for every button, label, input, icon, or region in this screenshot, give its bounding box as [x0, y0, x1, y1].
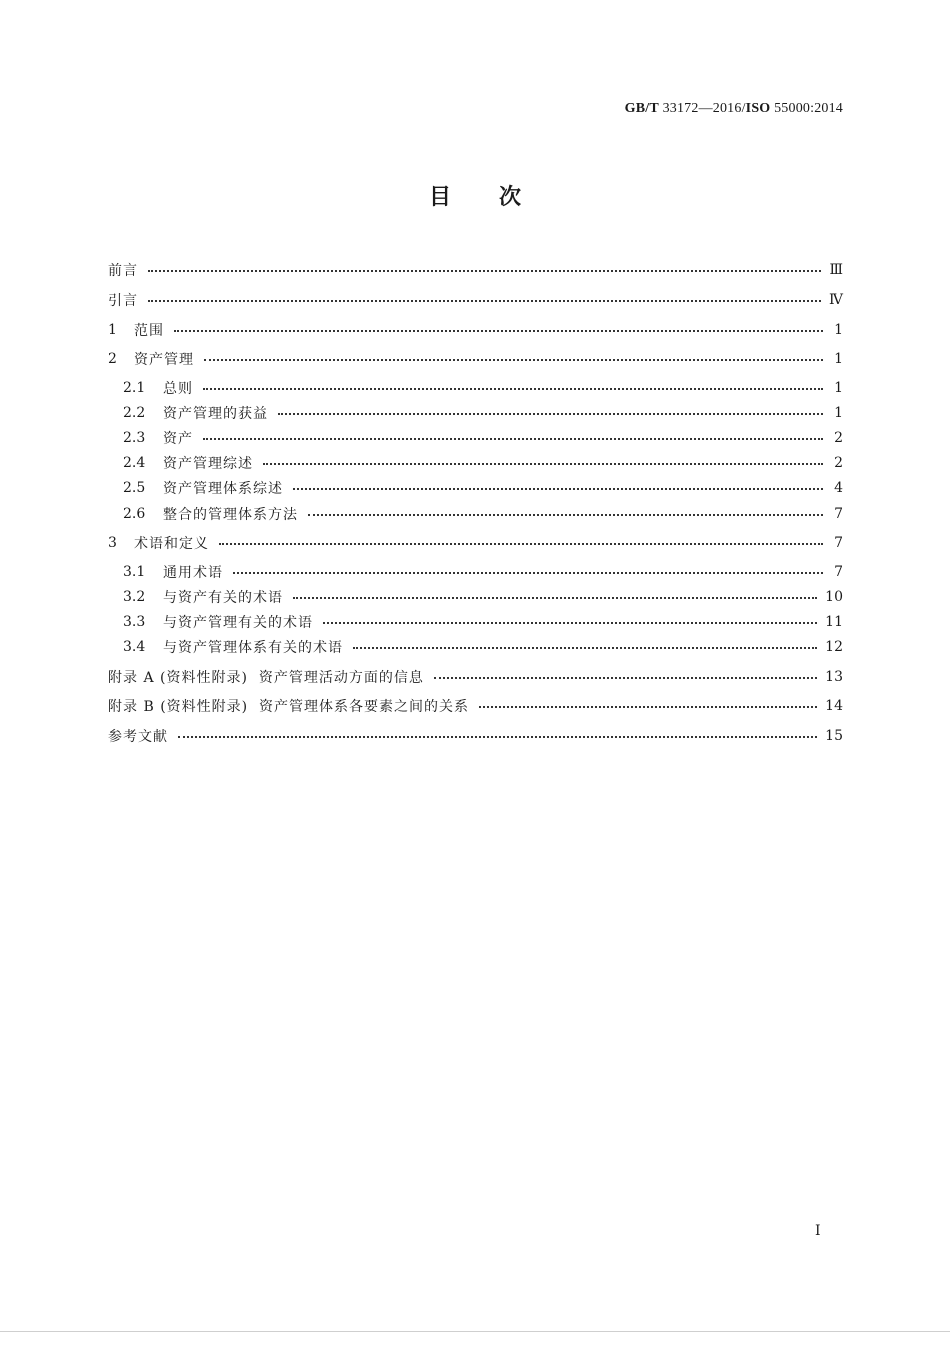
toc-entry-page: 7 [834, 564, 843, 580]
toc-entry-label: 前言 [108, 263, 138, 279]
toc-leader-dots [219, 543, 823, 545]
toc-leader-dots [263, 463, 823, 465]
toc-entry-page: 1 [834, 405, 843, 421]
standard-number: GB/T 33172—2016/ISO 55000:2014 [624, 101, 843, 116]
toc-entry-page: 7 [834, 535, 843, 551]
toc-entry-label: 与资产管理有关的术语 [163, 615, 313, 631]
toc-entry-page: 2 [834, 455, 843, 471]
toc-entry[interactable] [108, 530, 843, 556]
toc-entry-number: 2.4 [123, 455, 146, 471]
toc-entry-page: 13 [825, 669, 843, 685]
toc-entry-label: 通用术语 [163, 565, 223, 581]
toc-leader-dots [233, 572, 823, 574]
toc-entry[interactable] [108, 475, 843, 501]
toc-entry[interactable] [108, 634, 843, 660]
toc-entry-label: 资产管理综述 [163, 456, 253, 472]
toc-entry-page: 1 [834, 351, 843, 367]
toc-entry-label: 资产管理 [134, 352, 194, 368]
toc-entry-label: 资产管理的获益 [163, 406, 268, 422]
toc-entry-number: 3.4 [123, 639, 146, 655]
toc-entry-number: 3.1 [123, 564, 146, 580]
toc-entry[interactable] [108, 584, 843, 610]
toc-entry-number: 1 [108, 322, 117, 338]
toc-entry[interactable] [108, 375, 843, 401]
toc-entry-label: 资产管理体系综述 [163, 481, 283, 497]
toc-entry-page: 15 [825, 728, 843, 744]
toc-entry[interactable] [108, 664, 843, 690]
toc-entry-number: 2.6 [123, 506, 146, 522]
toc-entry-number: 2.5 [123, 480, 146, 496]
toc-entry-page: 14 [825, 698, 843, 714]
toc-leader-dots [293, 597, 817, 599]
toc-entry[interactable] [108, 425, 843, 451]
toc-entry-page: 1 [834, 380, 843, 396]
toc-entry-page: 2 [834, 430, 843, 446]
toc-leader-dots [479, 706, 817, 708]
toc-leader-dots [203, 388, 823, 390]
toc-entry[interactable] [108, 287, 843, 313]
toc-entry-label: 与资产管理体系有关的术语 [163, 640, 343, 656]
toc-entry-label: 术语和定义 [134, 536, 209, 552]
toc-leader-dots [353, 647, 817, 649]
toc-entry-page: 7 [834, 506, 843, 522]
toc-entry-label: 引言 [108, 293, 138, 309]
page-number: I [815, 1223, 821, 1239]
toc-entry-page: Ⅲ [829, 262, 843, 278]
toc-entry-page: 1 [834, 322, 843, 338]
toc-entry-label: 与资产有关的术语 [163, 590, 283, 606]
toc-entry-number: 2.2 [123, 405, 146, 421]
toc-leader-dots [203, 438, 823, 440]
toc-leader-dots [293, 488, 823, 490]
toc-leader-dots [323, 622, 817, 624]
toc-entry-label: 参考文献 [108, 729, 168, 745]
bottom-divider [0, 1331, 950, 1332]
toc-entry[interactable] [108, 257, 843, 283]
toc-entry-page: Ⅳ [829, 292, 843, 308]
toc-leader-dots [308, 514, 823, 516]
toc-leader-dots [174, 330, 823, 332]
toc-entry-page: 10 [825, 589, 843, 605]
toc-entry[interactable] [108, 346, 843, 372]
toc-leader-dots [148, 300, 821, 302]
toc-entry-label: 附录 B (资料性附录) 资产管理体系各要素之间的关系 [108, 699, 470, 715]
toc-entry[interactable] [108, 609, 843, 635]
toc-leader-dots [434, 677, 817, 679]
toc-entry[interactable] [108, 559, 843, 585]
toc-entry-number: 3.2 [123, 589, 146, 605]
toc-entry-page: 12 [825, 639, 843, 655]
toc-leader-dots [178, 736, 817, 738]
toc-leader-dots [148, 270, 821, 272]
toc-entry-number: 3.3 [123, 614, 146, 630]
toc-entry-label: 资产 [163, 431, 193, 447]
toc-leader-dots [278, 413, 823, 415]
toc-entry-number: 2.1 [123, 380, 146, 396]
toc-entry-number: 3 [108, 535, 117, 551]
toc-entry-label: 整合的管理体系方法 [163, 507, 298, 523]
toc-leader-dots [204, 359, 823, 361]
toc-entry[interactable] [108, 693, 843, 719]
toc-entry[interactable] [108, 723, 843, 749]
toc-entry-page: 4 [834, 480, 843, 496]
toc-entry-label: 范围 [134, 323, 164, 339]
toc-entry[interactable] [108, 450, 843, 476]
toc-entry-label: 总则 [163, 381, 193, 397]
toc-entry[interactable] [108, 317, 843, 343]
toc-entry-label: 附录 A (资料性附录) 资产管理活动方面的信息 [108, 670, 424, 686]
page-title: 目次 [428, 185, 569, 210]
toc-entry-page: 11 [825, 614, 843, 630]
toc-entry[interactable] [108, 501, 843, 527]
toc-entry-number: 2 [108, 351, 117, 367]
toc-entry[interactable] [108, 400, 843, 426]
toc-entry-number: 2.3 [123, 430, 146, 446]
